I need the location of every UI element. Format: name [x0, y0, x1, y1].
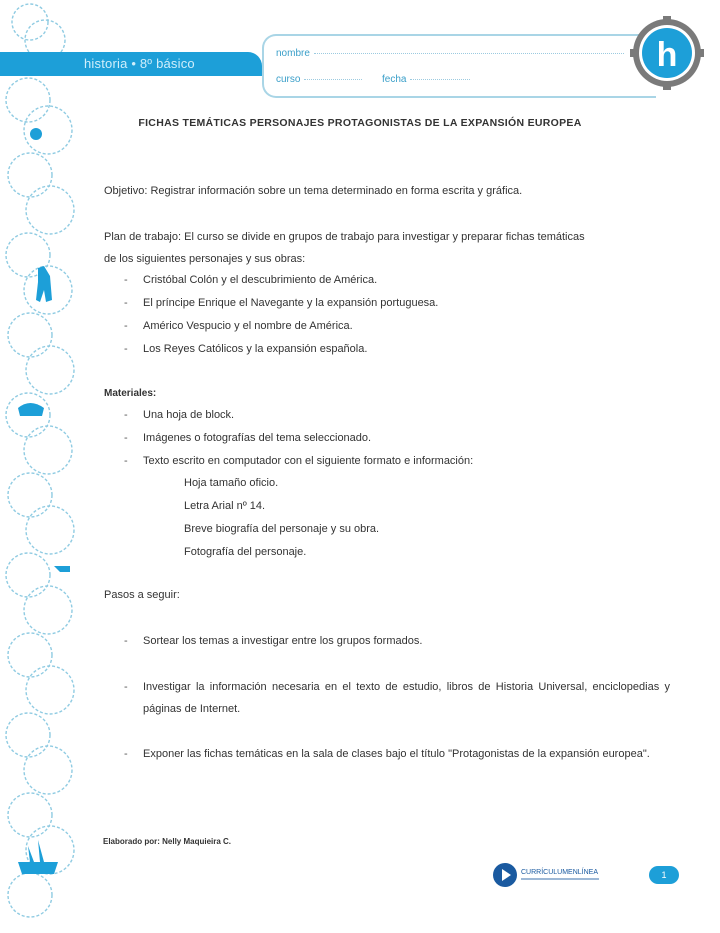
decorative-swirl-border — [0, 0, 80, 933]
plan-text-line-1: Plan de trabajo: El curso se divide en grupos de trabajo para investigar y preparar fichas temáticas — [104, 231, 585, 243]
format-item: Hoja tamaño oficio. — [184, 477, 279, 489]
bullet-marker: - — [124, 635, 128, 647]
ship-icon — [18, 840, 58, 874]
spyglass-icon — [54, 566, 70, 572]
date-field[interactable] — [382, 74, 470, 85]
steps-heading: Pasos a seguir: — [104, 589, 180, 601]
bullet-marker: - — [124, 297, 128, 309]
document-title: FICHAS TEMÁTICAS PERSONAJES PROTAGONISTAS DE LA EXPANSIÓN EUROPEA — [138, 117, 582, 129]
globe-icon — [30, 128, 42, 140]
course-label: curso — [276, 74, 301, 85]
bullet-marker: - — [124, 455, 128, 467]
step-item: Sortear los temas a investigar entre los grupos formados. — [143, 635, 423, 647]
svg-text:CURRÍCULUMENLÍNEA: CURRÍCULUMENLÍNEA — [521, 869, 599, 876]
bullet-marker: - — [124, 748, 128, 760]
material-item: Texto escrito en computador con el siguiente formato e información: — [143, 455, 474, 467]
name-field[interactable] — [276, 48, 624, 59]
course-field[interactable] — [276, 74, 362, 85]
author-credit: Elaborado por: Nelly Maquieira C. — [103, 837, 232, 846]
bullet-marker: - — [124, 343, 128, 355]
bullet-marker: - — [124, 320, 128, 332]
crown-icon — [18, 403, 44, 416]
plan-text-line-2: de los siguientes personajes y sus obras: — [104, 253, 306, 265]
date-label: fecha — [382, 74, 407, 85]
bullet-marker: - — [124, 681, 128, 693]
material-item: Imágenes o fotografías del tema seleccionado. — [143, 432, 372, 444]
bullet-marker: - — [124, 432, 128, 444]
topic-item: Los Reyes Católicos y la expansión española. — [143, 343, 368, 355]
play-circle-icon — [493, 862, 633, 888]
footer-brand-logo[interactable] — [493, 862, 633, 893]
bullet-marker: - — [124, 274, 128, 286]
topic-item: El príncipe Enrique el Navegante y la expansión portuguesa. — [143, 297, 439, 309]
svg-text:h: h — [656, 36, 678, 74]
step-item: Investigar la información necesaria en el texto de estudio, libros de Historia Universal, enciclopedias y páginas de Internet. — [143, 681, 670, 715]
format-item: Breve biografía del personaje y su obra. — [184, 523, 380, 535]
subject-label: historia • 8º básico — [84, 56, 195, 71]
student-info-form — [262, 34, 656, 98]
objective-text: Objetivo: Registrar información sobre un tema determinado en forma escrita y gráfica. — [104, 185, 523, 197]
topic-item: Américo Vespucio y el nombre de América. — [143, 320, 353, 332]
step-item: Exponer las fichas temáticas en la sala de clases bajo el título "Protagonistas de la expansión europea". — [143, 748, 650, 760]
format-item: Letra Arial nº 14. — [184, 500, 266, 512]
history-logo-icon — [630, 16, 704, 90]
date-input-line[interactable] — [410, 79, 470, 80]
name-label: nombre — [276, 48, 310, 59]
material-item: Una hoja de block. — [143, 409, 235, 421]
name-input-line[interactable] — [314, 53, 624, 54]
materials-heading: Materiales: — [104, 388, 157, 399]
subject-banner — [0, 52, 262, 76]
explorer-silhouette-icon — [36, 266, 52, 302]
topic-item: Cristóbal Colón y el descubrimiento de América. — [143, 274, 378, 286]
course-input-line[interactable] — [304, 79, 362, 80]
format-item: Fotografía del personaje. — [184, 546, 307, 558]
bullet-marker: - — [124, 409, 128, 421]
page-number-badge: 1 — [649, 866, 679, 884]
